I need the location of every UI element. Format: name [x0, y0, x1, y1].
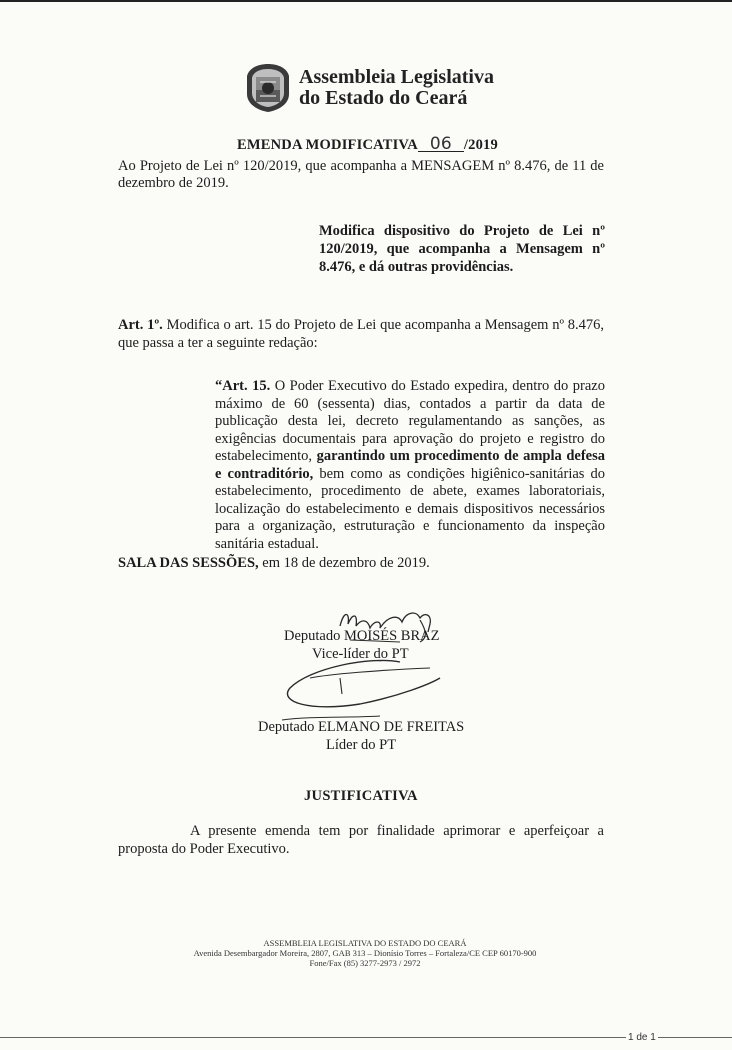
ementa-paragraph: Modifica dispositivo do Projeto de Lei nº 120/2019, que acompanha a Mensagem nº 8.476, e dá outras providências.	[319, 223, 605, 275]
organization-name-line1: Assembleia Legislativa	[299, 66, 494, 88]
letterhead	[243, 62, 494, 114]
footer-line1: ASSEMBLEIA LEGISLATIVA DO ESTADO DO CEARÁ	[263, 938, 467, 948]
article-15-quote	[215, 378, 605, 553]
organization-name-line2: do Estado do Ceará	[299, 87, 468, 109]
signature-2-name: Deputado ELMANO DE FREITAS	[258, 719, 465, 735]
state-seal-icon	[243, 62, 293, 114]
session-room-line	[118, 555, 430, 572]
intro-paragraph: Ao Projeto de Lei nº 120/2019, que acompanha a MENSAGEM nº 8.476, de 11 de dezembro de 2019.	[118, 158, 604, 191]
justification-title: JUSTIFICATIVA	[304, 788, 418, 804]
amendment-title-suffix: /2019	[463, 137, 498, 153]
signature-2-role: Líder do PT	[326, 737, 397, 753]
signature-block-1	[284, 627, 439, 663]
article-15-text-part2: bem como as condições higiênico-sanitárias do estabelecimento, procedimento de abete, exames laboratoriais, localização do estabelecimento e demais dispositivos necessários para a organização, estruturação e funcionamento da inspeção sanitária estadual.	[215, 465, 606, 552]
article-1-paragraph	[118, 316, 604, 352]
bottom-border	[0, 1037, 732, 1038]
article-15-bold-text: garantindo um procedimento de ampla defesa e contraditório,	[215, 448, 605, 482]
top-border	[0, 0, 732, 2]
page-number: 1 de 1	[628, 1032, 656, 1043]
article-15-text-part1: O Poder Executivo do Estado expedira, dentro do prazo máximo de 60 (sessenta) dias, contados a partir da data de publicação desta lei, decreto regulamentando as sanções, as exigências documentais para aprovação do projeto e registro do estabelecimento,	[215, 378, 605, 464]
footer	[170, 938, 560, 968]
footer-line3: Fone/Fax (85) 3277-2973 / 2972	[309, 958, 421, 968]
article-1-text: Modifica o art. 15 do Projeto de Lei que acompanha a Mensagem nº 8.476, que passa a ter a seguinte redação:	[118, 317, 604, 351]
amendment-title-prefix: EMENDA MODIFICATIVA	[237, 137, 418, 153]
footer-line2: Avenida Desembargador Moreira, 2807, GAB 313 – Dionísio Torres – Fortaleza/CE CEP 60170-900	[193, 948, 537, 958]
amendment-title	[237, 134, 498, 154]
handwritten-signatures	[270, 598, 460, 728]
amendment-number: 06	[418, 137, 464, 152]
session-date: em 18 de dezembro de 2019.	[258, 555, 430, 571]
signature-block-2	[258, 718, 464, 754]
session-room-label: SALA DAS SESSÕES,	[118, 555, 259, 571]
article-1-label: Art. 1º.	[118, 317, 163, 333]
organization-name	[299, 67, 494, 109]
justification-text: A presente emenda tem por finalidade aprimorar e aperfeiçoar a proposta do Poder Executivo.	[118, 823, 604, 857]
signature-1-role: Vice-líder do PT	[312, 646, 409, 662]
signature-1-name: Deputado MOISÉS BRAZ	[284, 628, 440, 644]
article-15-label: “Art. 15.	[215, 378, 271, 394]
